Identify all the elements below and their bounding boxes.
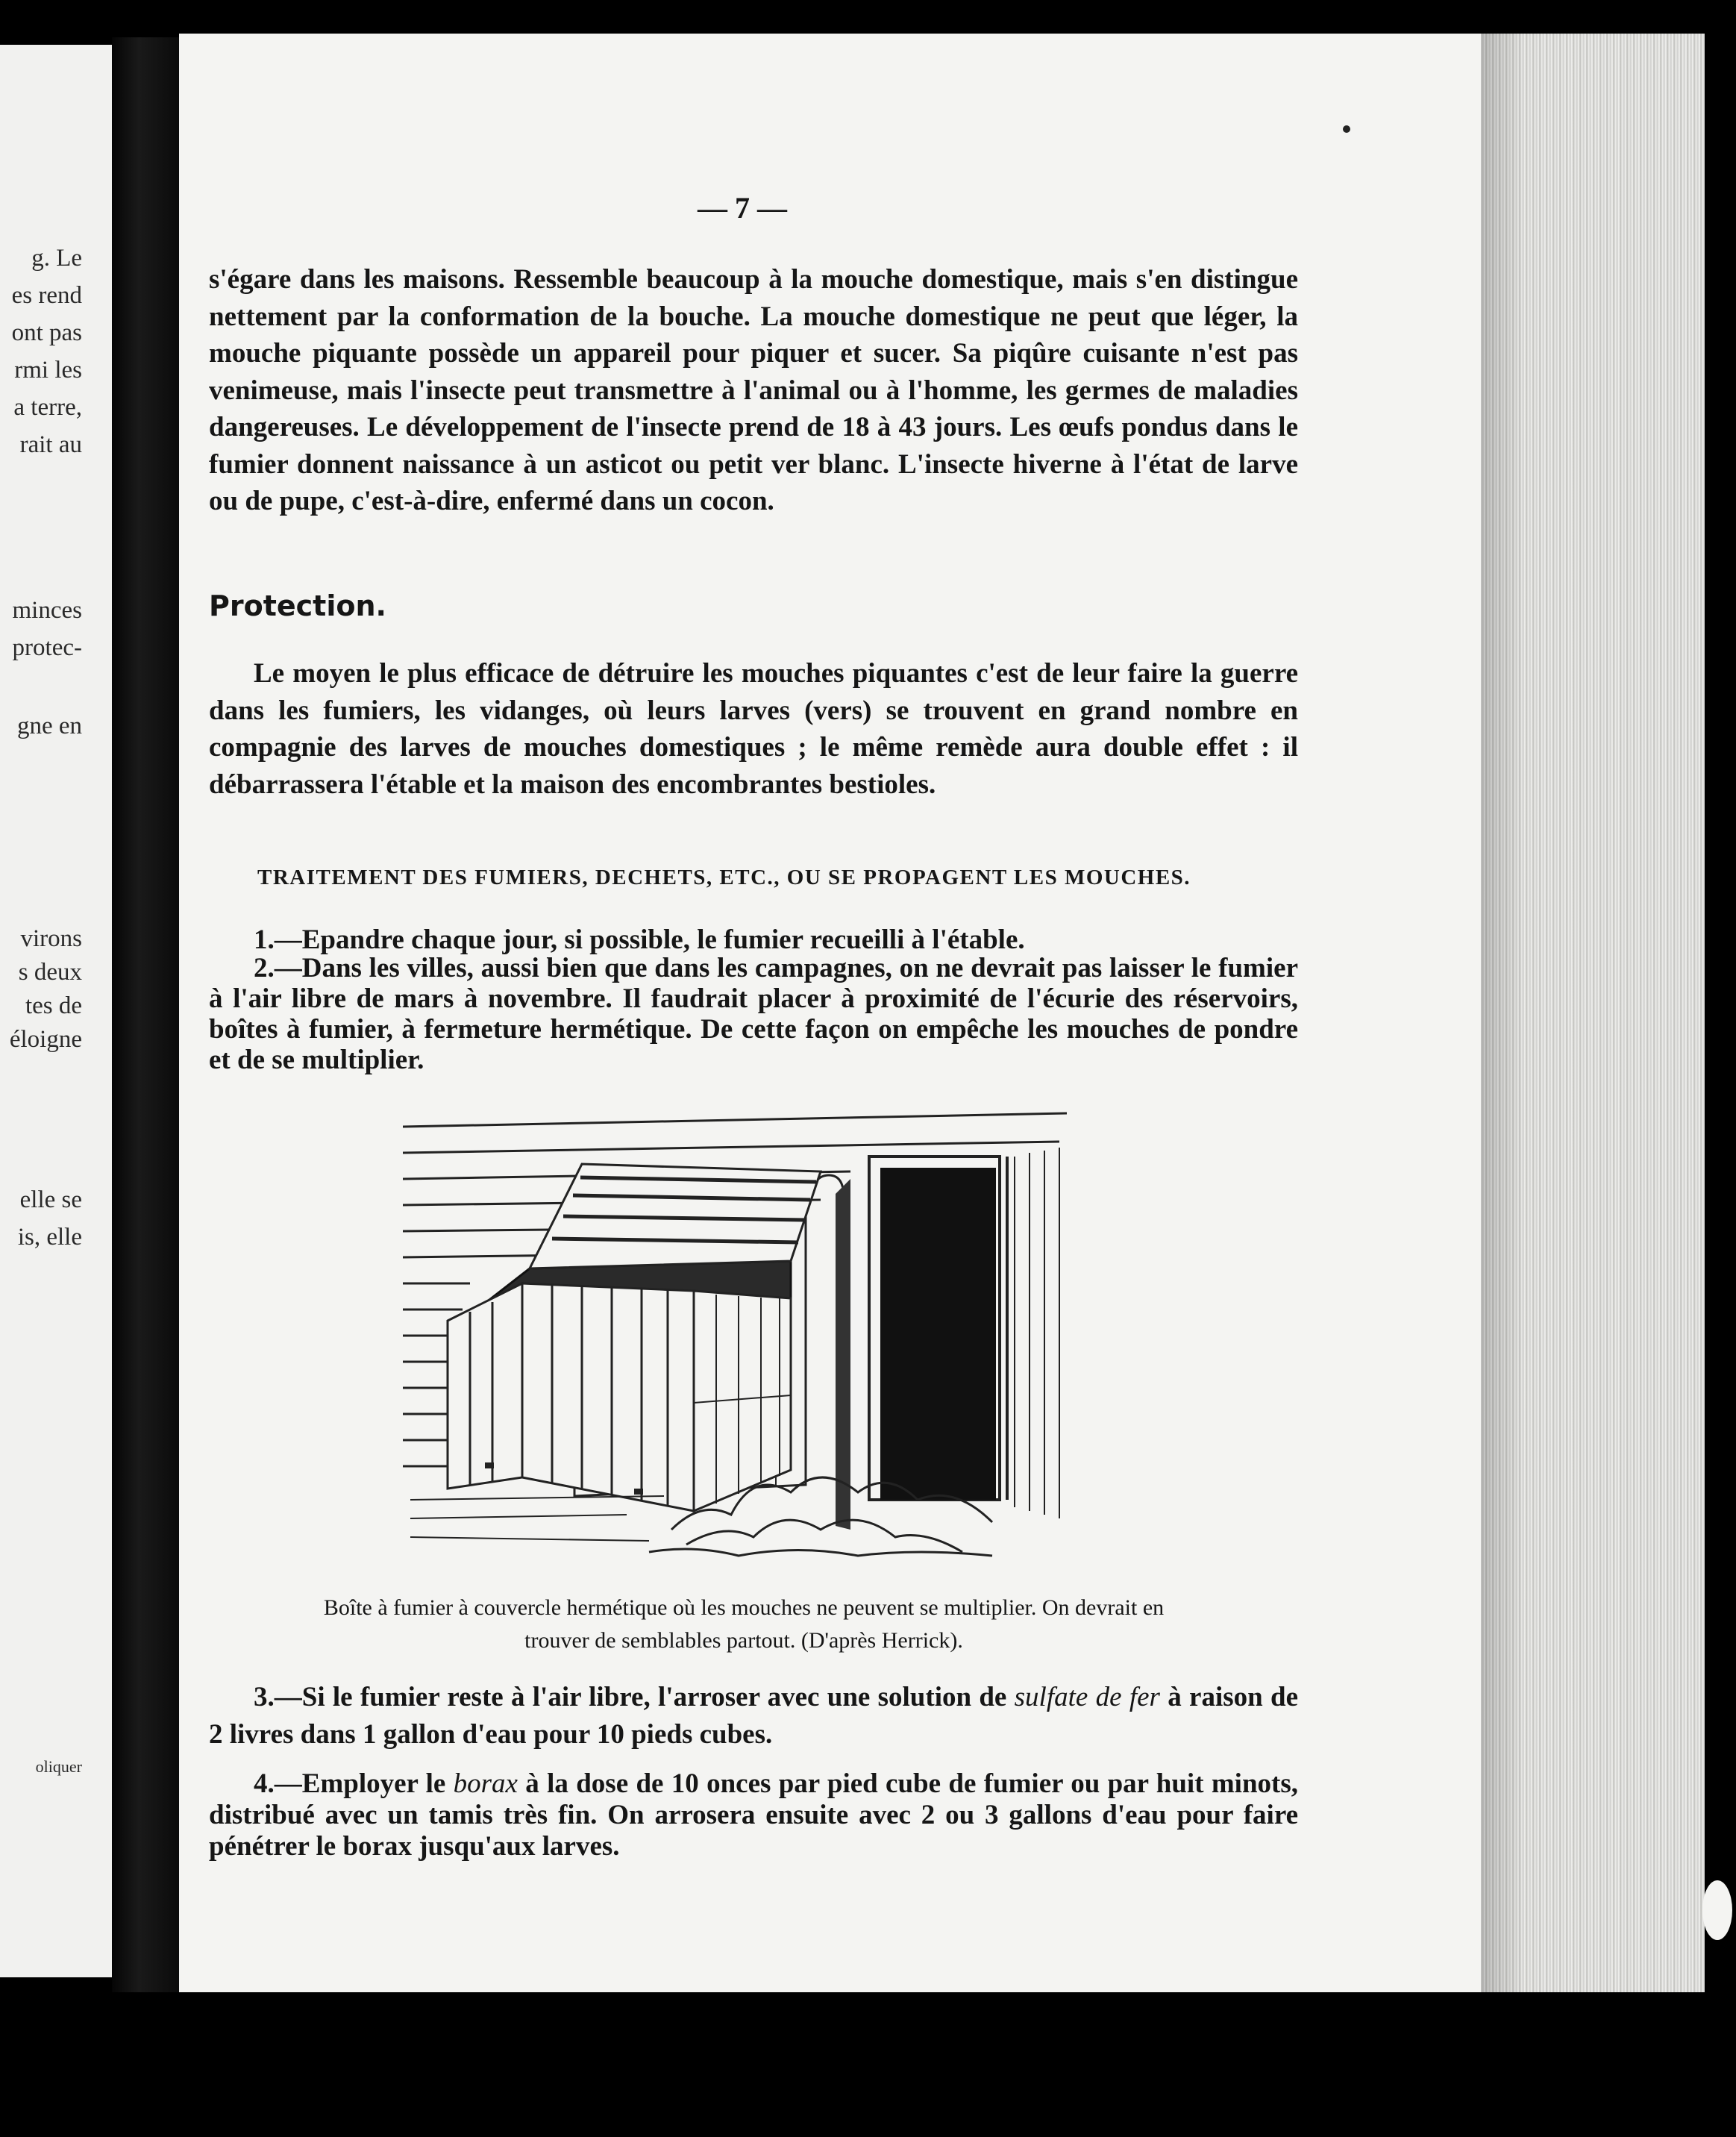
intro-paragraph: s'égare dans les maisons. Ressemble beaucoup à la mouche domestique, mais s'en distingue nettement par la conformation de la bouche. La mouche domestique ne peut que léger, la mouche piquante possède un appareil pour piquer et sucer. Sa piqûre cuisante n'est pas venimeuse, mais l'insecte peut transmettre à l'animal ou à l'homme, les germes de maladies dangereuses. Le développement de l'insecte prend de 18 à 43 jours. Les œufs pondus dans le fumier donnent naissance à un asticot ou petit ver blanc. L'insecte hiverne à l'état de larve ou de pupe, c'est-à-dire, enfermé dans un cocon. <box>209 264 1298 516</box>
manure-box-illustration <box>403 1112 1067 1559</box>
left-fragment: rmi les <box>14 357 82 384</box>
left-fragment: s deux <box>18 959 82 986</box>
sulfate-de-fer-term: sulfate de fer <box>1014 1682 1160 1712</box>
left-fragment: rait au <box>19 431 82 458</box>
page-edges-shadow <box>1481 34 1526 1992</box>
item-4-text: 4.—Employer le <box>254 1768 454 1799</box>
left-fragment: tes de <box>25 992 82 1019</box>
book-gutter <box>112 37 179 1992</box>
left-fragment: elle se <box>19 1186 82 1213</box>
item-4-text-cont: à la dose de 10 onces par pied cube de fumier ou par huit minots, distribué avec un tamis très fin. On arrosera ensuite avec 2 ou 3 gallons d'eau pour faire pénétrer le borax jusqu'aux larves. <box>209 1768 1298 1862</box>
protection-paragraph: Le moyen le plus efficace de détruire les mouches piquantes c'est de leur faire la guerre dans les fumiers, les vidanges, où leurs larves (vers) se trouvent en grand nombre en compagnie des larves de mouches domestiques ; le même remède aura double effet : il débarrassera l'étable et la maison des encombrantes bestioles. <box>209 658 1298 800</box>
left-fragment: éloigne <box>9 1026 82 1053</box>
left-fragment: is, elle <box>17 1224 82 1251</box>
item-3-text-cont: à raison de 2 livres dans 1 gallon d'eau pour 10 pieds cubes. <box>209 1682 1298 1750</box>
list-item-3 <box>209 1679 1298 1753</box>
section-heading: Protection. <box>209 589 386 622</box>
borax-term: borax <box>453 1768 518 1799</box>
left-fragment: minces <box>12 597 82 624</box>
left-fragment: gne en <box>16 713 82 739</box>
treatment-subheading: TRAITEMENT DES FUMIERS, DECHETS, ETC., OU SE PROPAGENT LES MOUCHES. <box>257 866 1191 889</box>
left-fragment: oliquer <box>35 1757 82 1776</box>
edge-tab-mark <box>1702 1880 1732 1940</box>
caption-line: Boîte à fumier à couvercle hermétique où les mouches ne peuvent se multiplier. On devrait en <box>323 1595 1165 1620</box>
adjacent-left-page <box>0 45 112 1977</box>
caption-line: trouver de semblables partout. (D'après Herrick). <box>524 1628 963 1653</box>
left-fragment: ont pas <box>11 319 82 346</box>
left-fragment: g. Le <box>31 245 82 272</box>
ink-dot <box>1343 125 1350 133</box>
list-item-4 <box>209 1768 1298 1862</box>
item-3-text: 3.—Si le fumier reste à l'air libre, l'arroser avec une solution de <box>254 1682 1015 1712</box>
list-item-2: 2.—Dans les villes, aussi bien que dans les campagnes, on ne devrait pas laisser le fumier à l'air libre de mars à novembre. Il faudrait placer à proximité de l'écurie des réservoirs, boîtes à fumier, à fermeture hermétique. De cette façon on empêche les mouches de pondre et de se multiplier. <box>209 953 1298 1075</box>
page-number: — 7 — <box>698 191 787 225</box>
left-fragment: a terre, <box>13 394 82 421</box>
list-item-1: 1.—Epandre chaque jour, si possible, le fumier recueilli à l'étable. <box>254 924 1025 955</box>
figure-caption <box>195 1592 1292 1657</box>
left-fragment: virons <box>20 925 82 952</box>
left-fragment: protec- <box>12 634 82 661</box>
left-fragment: es rend <box>11 282 82 309</box>
